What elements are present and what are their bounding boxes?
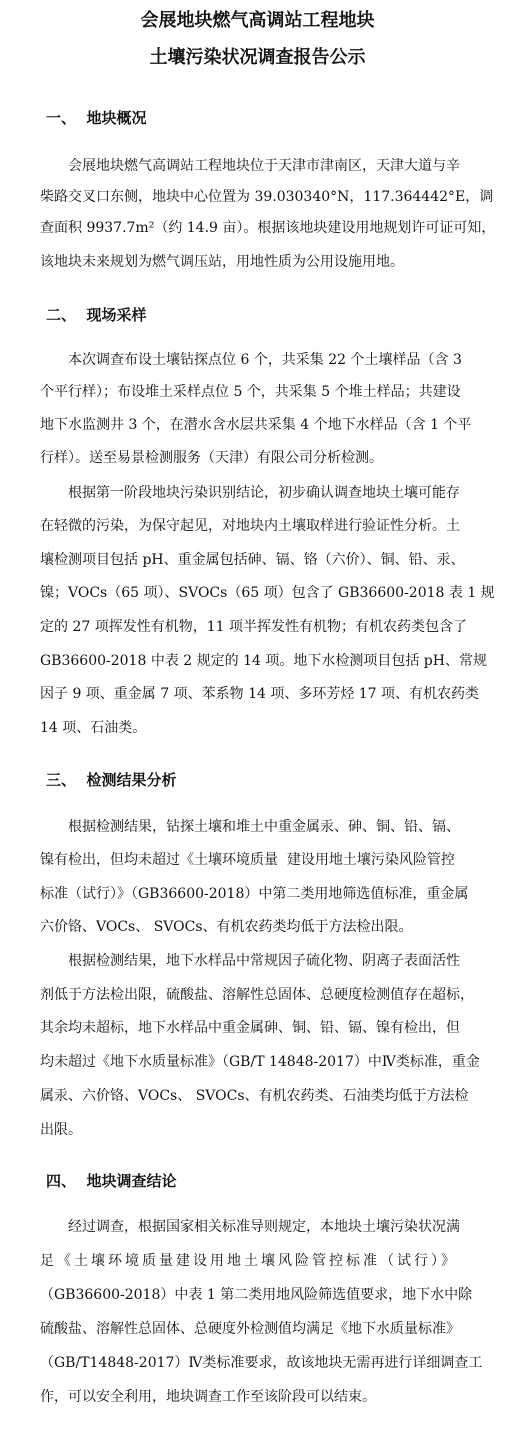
section-heading-conclusion: 四、 地块调查结论 xyxy=(46,1172,177,1190)
paragraph-line: 地下水监测井 3 个，在潜水含水层共采集 4 个地下水样品（含 1 个平 xyxy=(40,417,472,433)
paragraph-line: GB36600-2018 中表 2 规定的 14 项。地下水检测项目包括 pH、常规 xyxy=(40,653,487,669)
document-title-line-2: 土壤污染状况调查报告公示 xyxy=(149,47,366,68)
paragraph-line: 因子 9 项、重金属 7 项、苯系物 14 项、多环芳烃 17 项、有机农药类 xyxy=(40,686,480,702)
paragraph-line: 该地块未来规划为燃气调压站，用地性质为公用设施用地。 xyxy=(40,254,404,270)
paragraph-line: 其余均未超标，地下水样品中重金属砷、铜、铅、镉、镍有检出，但 xyxy=(40,1020,460,1036)
paragraph-line: 剂低于方法检出限，硫酸盐、溶解性总固体、总硬度检测值存在超标， xyxy=(40,987,474,1003)
paragraph-line: 会展地块燃气高调站工程地块位于天津市津南区，天津大道与辛 xyxy=(68,158,460,174)
section-heading-field-sampling: 二、 现场采样 xyxy=(46,306,147,324)
paragraph-line: 硫酸盐、溶解性总固体、总硬度外检测值均满足《地下水质量标准》 xyxy=(40,1321,460,1337)
paragraph-line: 作，可以安全利用，地块调查工作至该阶段可以结束。 xyxy=(40,1389,376,1405)
paragraph-line: 六价铬、VOCs、 SVOCs、有机农药类均低于方法检出限。 xyxy=(40,919,413,935)
paragraph-line: 柴路交叉口东侧，地块中心位置为 39.030340°N，117.364442°E，调 xyxy=(40,189,494,205)
paragraph-line: 查面积 9937.7m²（约 14.9 亩）。根据该地块建设用地规划许可证可知， xyxy=(40,220,496,236)
paragraph-line: 经过调查，根据国家相关标准导则规定，本地块土壤污染状况满 xyxy=(68,1219,460,1235)
paragraph-line: 均未超过《地下水质量标准》（GB/T 14848-2017）中Ⅳ类标准，重金 xyxy=(40,1054,480,1070)
section-heading-site-overview: 一、 地块概况 xyxy=(46,109,147,127)
paragraph-line: 在轻微的污染，为保守起见，对地块内土壤取样进行验证性分析。土 xyxy=(40,518,460,534)
paragraph-line: 属汞、六价铬、VOCs、 SVOCs、有机农药类、石油类均低于方法检 xyxy=(40,1088,469,1104)
paragraph-line: 本次调查布设土壤钻探点位 6 个，共采集 22 个土壤样品（含 3 xyxy=(68,352,462,368)
section-heading-test-results: 三、 检测结果分析 xyxy=(46,771,177,789)
paragraph-line: 标准（试行）》（GB36600-2018）中第二类用地筛选值标准，重金属 xyxy=(40,886,469,902)
paragraph-line: 根据第一阶段地块污染识别结论，初步确认调查地块土壤可能存 xyxy=(68,485,460,501)
paragraph-line: （GB/T14848-2017）Ⅳ类标准要求，故该地块无需再进行详细调查工 xyxy=(40,1355,483,1371)
paragraph-line: 足《土壤环境质量建设用地土壤风险管控标准（试行）》 xyxy=(40,1253,458,1269)
paragraph-line: 根据检测结果，地下水样品中常规因子硫化物、阴离子表面活性 xyxy=(68,953,460,969)
paragraph-line: 定的 27 项挥发性有机物，11 项半挥发性有机物；有机农药类包含了 xyxy=(40,619,467,635)
paragraph-line: 镍有检出，但均未超过《土壤环境质量 建设用地土壤污染风险管控 xyxy=(40,852,455,868)
paragraph-line: 出限。 xyxy=(40,1122,82,1138)
paragraph-line: 壤检测项目包括 pH、重金属包括砷、镉、铬（六价）、铜、铅、汞、 xyxy=(40,552,465,568)
paragraph-line: 根据检测结果，钻探土壤和堆土中重金属汞、砷、铜、铅、镉、 xyxy=(68,819,460,835)
paragraph-line: 镍；VOCs（65 项）、SVOCs（65 项）包含了 GB36600-2018 表 1 规 xyxy=(40,585,495,601)
paragraph-line: 行样）。送至易景检测服务（天津）有限公司分析检测。 xyxy=(40,450,383,466)
paragraph-line: 14 项、石油类。 xyxy=(40,720,147,736)
paragraph-line: 个平行样）；布设堆土采样点位 5 个，共采集 5 个堆土样品；共建设 xyxy=(40,384,461,400)
document-title-line-1: 会展地块燃气高调站工程地块 xyxy=(140,10,375,31)
paragraph-line: （GB36600-2018）中表 1 第二类用地风险筛选值要求，地下水中除 xyxy=(40,1287,473,1303)
